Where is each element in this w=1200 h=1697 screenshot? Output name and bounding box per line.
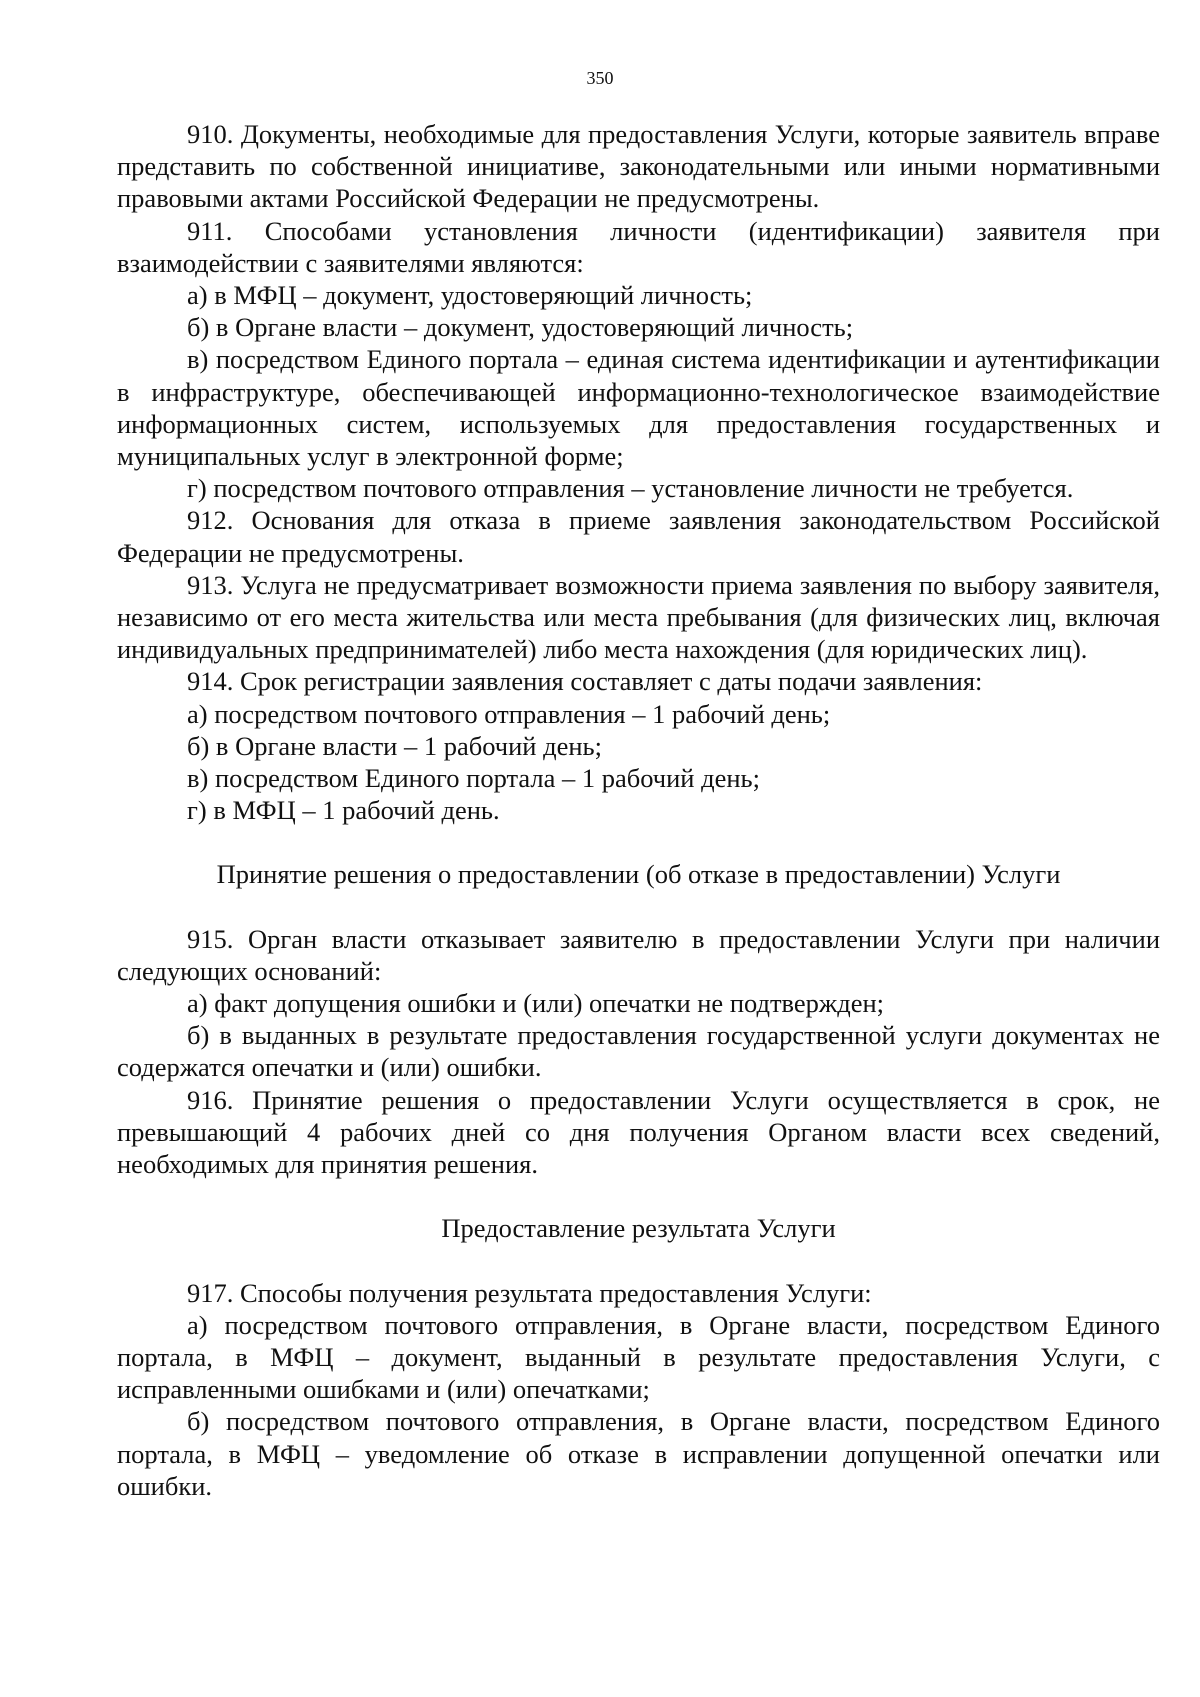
list-item-914-a: а) посредством почтового отправления – 1 рабочий день; [187,698,831,729]
list-item-914-v: в) посредством Единого портала – 1 рабочий день; [187,763,760,794]
paragraph-917: 917. Способы получения результата предоставления Услуги: [187,1277,872,1308]
section-gap [117,826,1160,858]
list-item-915-a: а) факт допущения ошибки и (или) опечатки не подтвержден; [187,988,885,1019]
section-gap [117,891,1160,923]
list-item-911-a: а) в МФЦ – документ, удостоверяющий личность; [187,280,753,311]
section-gap [117,1245,1160,1277]
paragraph-912: 912. Основания для отказа в приеме заявления законодательством Российской Федерации не предусмотрены. [117,505,1160,568]
paragraph-916: 916. Принятие решения о предоставлении Услуги осуществляется в срок, не превышающий 4 рабочих дней со дня получения Органом власти всех сведений, необходимых для принятия решения. [117,1084,1160,1180]
document-body [117,118,1160,1502]
list-item-915-b: б) в выданных в результате предоставления государственной услуги документах не содержатся опечатки и (или) ошибки. [117,1020,1160,1083]
paragraph-915: 915. Орган власти отказывает заявителю в предоставлении Услуги при наличии следующих оснований: [117,923,1160,986]
paragraph-911: 911. Способами установления личности (идентификации) заявителя при взаимодействии с заявителями являются: [117,215,1160,278]
list-item-914-b: б) в Органе власти – 1 рабочий день; [187,730,602,761]
paragraph-914: 914. Срок регистрации заявления составляет с даты подачи заявления: [187,666,983,697]
list-item-911-v: в) посредством Единого портала – единая система идентификации и аутентификации в инфраструктуре, обеспечивающей информационно-технологическое взаимодействие информационных систем, используемых для предоставления государственных и муниципальных услуг в электронной форме; [117,344,1160,472]
list-item-917-a: а) посредством почтового отправления, в Органе власти, посредством Единого портала, в МФЦ – документ, выданный в результате предоставления Услуги, с исправленными ошибками и (или) опечатками; [117,1309,1160,1405]
list-item-911-g: г) посредством почтового отправления – установление личности не требуется. [187,473,1074,504]
list-item-914-g: г) в МФЦ – 1 рабочий день. [187,795,500,826]
page-number: 350 [586,68,614,88]
paragraph-910: 910. Документы, необходимые для предоставления Услуги, которые заявитель вправе представить по собственной инициативе, законодательными или иными нормативными правовыми актами Российской Федерации не предусмотрены. [117,119,1160,214]
list-item-911-b: б) в Органе власти – документ, удостоверяющий личность; [187,312,854,343]
section-heading-decision: Принятие решения о предоставлении (об отказе в предоставлении) Услуги [216,859,1061,890]
section-gap [117,1180,1160,1212]
list-item-917-b: б) посредством почтового отправления, в Органе власти, посредством Единого портала, в МФЦ – уведомление об отказе в исправлении допущенной опечатки или ошибки. [117,1406,1160,1501]
section-heading-result: Предоставление результата Услуги [441,1213,836,1244]
paragraph-913: 913. Услуга не предусматривает возможности приема заявления по выбору заявителя, независимо от его места жительства или места пребывания (для физических лиц, включая индивидуальных предпринимателей) либо места нахождения (для юридических лиц). [117,569,1160,665]
